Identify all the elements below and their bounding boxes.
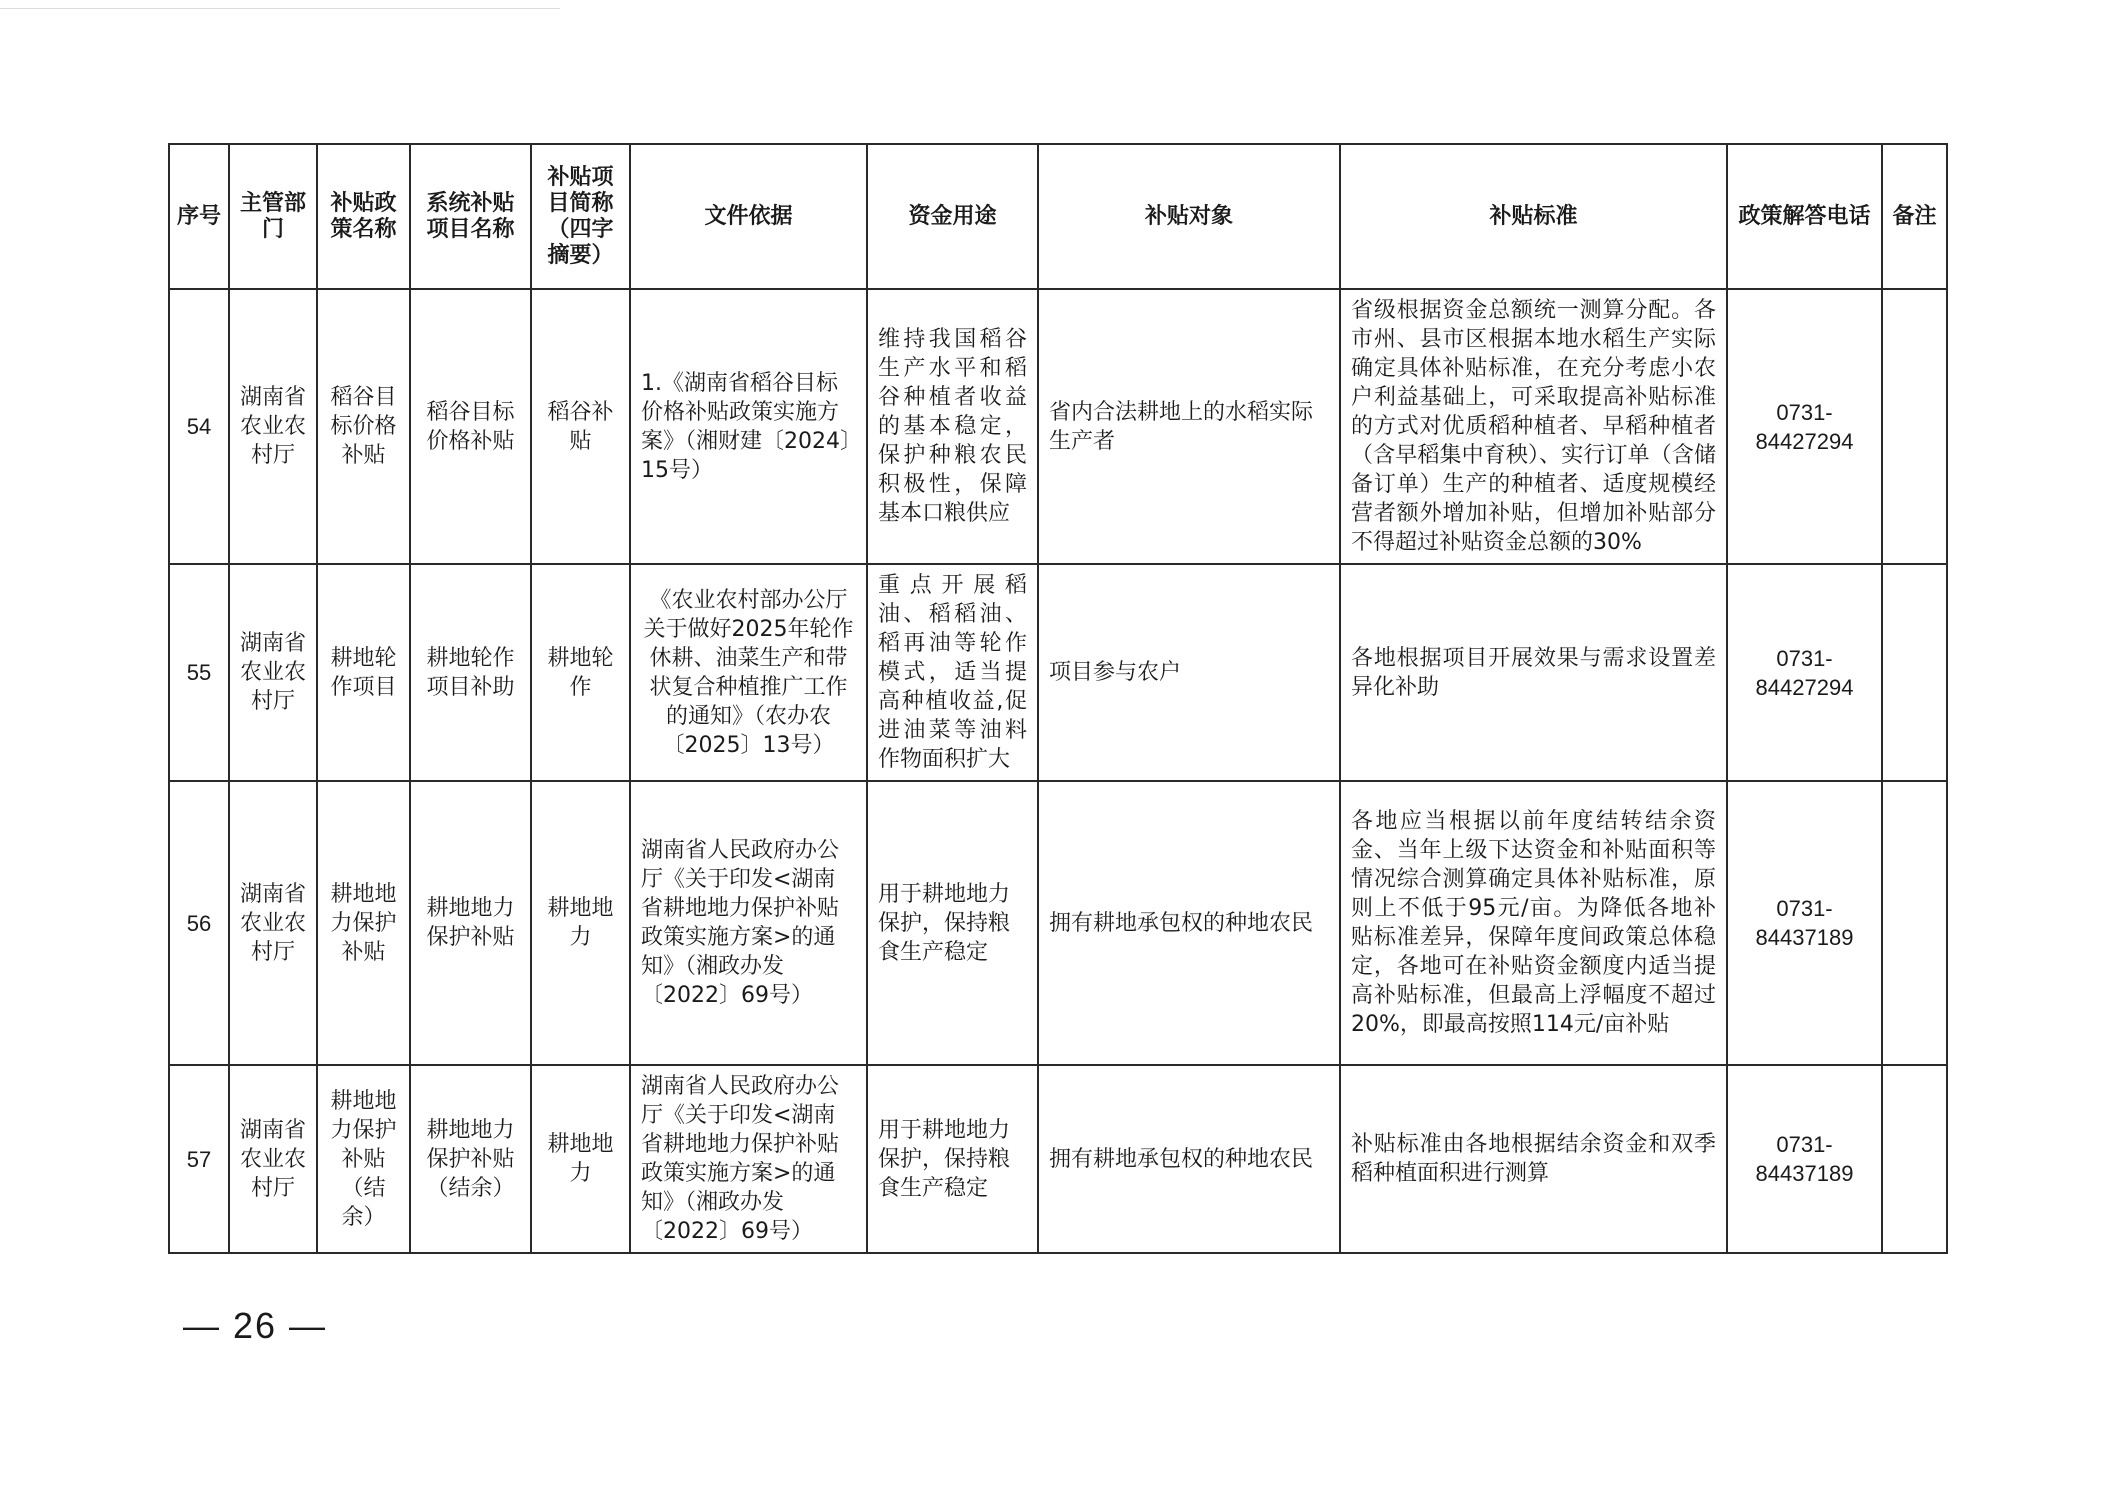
- header-dept: 主管部门: [229, 144, 317, 289]
- table-row: [169, 781, 1947, 1065]
- cell-seq: 55: [169, 564, 229, 781]
- cell-short: 耕地地力: [531, 781, 630, 1065]
- page-top-rule: [0, 8, 560, 9]
- header-project: 系统补贴项目名称: [410, 144, 531, 289]
- cell-basis: 湖南省人民政府办公厅《关于印发<湖南省耕地地力保护补贴政策实施方案>的通知》（湘政办发〔2022〕69号）: [630, 781, 867, 1065]
- cell-note: [1882, 289, 1947, 564]
- table-header-row: [169, 144, 1947, 289]
- cell-dept: 湖南省农业农村厅: [229, 781, 317, 1065]
- table-row: [169, 289, 1947, 564]
- header-note: 备注: [1882, 144, 1947, 289]
- header-tel: 政策解答电话: [1727, 144, 1882, 289]
- header-standard: 补贴标准: [1340, 144, 1727, 289]
- cell-tel: 0731-84437189: [1727, 1065, 1882, 1253]
- table-row: [169, 564, 1947, 781]
- cell-project: 耕地地力保护补贴: [410, 781, 531, 1065]
- cell-basis: 1.《湖南省稻谷目标价格补贴政策实施方案》（湘财建〔2024〕15号）: [630, 289, 867, 564]
- cell-short: 稻谷补贴: [531, 289, 630, 564]
- cell-target: 省内合法耕地上的水稻实际生产者: [1038, 289, 1340, 564]
- cell-use: 维持我国稻谷生产水平和稻谷种植者收益的基本稳定，保护种粮农民积极性，保障基本口粮供应: [867, 289, 1038, 564]
- cell-use: 用于耕地地力保护，保持粮食生产稳定: [867, 781, 1038, 1065]
- cell-seq: 56: [169, 781, 229, 1065]
- cell-note: [1882, 564, 1947, 781]
- cell-standard: 补贴标准由各地根据结余资金和双季稻种植面积进行测算: [1340, 1065, 1727, 1253]
- cell-standard: 省级根据资金总额统一测算分配。各市州、县市区根据本地水稻生产实际确定具体补贴标准，在充分考虑小农户利益基础上，可采取提高补贴标准的方式对优质稻种植者、早稻种植者（含早稻集中育秧）、实行订单（含储备订单）生产的种植者、适度规模经营者额外增加补贴，但增加补贴部分不得超过补贴资金总额的30%: [1340, 289, 1727, 564]
- cell-standard: 各地根据项目开展效果与需求设置差异化补助: [1340, 564, 1727, 781]
- cell-target: 项目参与农户: [1038, 564, 1340, 781]
- header-short: 补贴项目简称（四字摘要）: [531, 144, 630, 289]
- cell-target: 拥有耕地承包权的种地农民: [1038, 781, 1340, 1065]
- cell-dept: 湖南省农业农村厅: [229, 289, 317, 564]
- cell-policy: 耕地地力保护补贴（结余）: [317, 1065, 410, 1253]
- cell-note: [1882, 781, 1947, 1065]
- cell-tel: 0731-84427294: [1727, 564, 1882, 781]
- cell-project: 耕地轮作项目补助: [410, 564, 531, 781]
- table-row: [169, 1065, 1947, 1253]
- cell-standard: 各地应当根据以前年度结转结余资金、当年上级下达资金和补贴面积等情况综合测算确定具体补贴标准，原则上不低于95元/亩。为降低各地补贴标准差异，保障年度间政策总体稳定，各地可在补贴资金额度内适当提高补贴标准，但最高上浮幅度不超过20%，即最高按照114元/亩补贴: [1340, 781, 1727, 1065]
- cell-use: 用于耕地地力保护，保持粮食生产稳定: [867, 1065, 1038, 1253]
- cell-seq: 54: [169, 289, 229, 564]
- cell-seq: 57: [169, 1065, 229, 1253]
- cell-policy: 稻谷目标价格补贴: [317, 289, 410, 564]
- cell-dept: 湖南省农业农村厅: [229, 564, 317, 781]
- page-number: — 26 —: [183, 1305, 328, 1346]
- cell-short: 耕地地力: [531, 1065, 630, 1253]
- cell-dept: 湖南省农业农村厅: [229, 1065, 317, 1253]
- cell-project: 耕地地力保护补贴（结余）: [410, 1065, 531, 1253]
- header-target: 补贴对象: [1038, 144, 1340, 289]
- cell-short: 耕地轮作: [531, 564, 630, 781]
- cell-use: 重点开展稻油、稻稻油、稻再油等轮作模式，适当提高种植收益,促进油菜等油料作物面积扩大: [867, 564, 1038, 781]
- cell-target: 拥有耕地承包权的种地农民: [1038, 1065, 1340, 1253]
- header-use: 资金用途: [867, 144, 1038, 289]
- cell-project: 稻谷目标价格补贴: [410, 289, 531, 564]
- cell-tel: 0731-84437189: [1727, 781, 1882, 1065]
- header-policy: 补贴政策名称: [317, 144, 410, 289]
- header-seq: 序号: [169, 144, 229, 289]
- cell-tel: 0731-84427294: [1727, 289, 1882, 564]
- subsidy-policy-table: [168, 143, 1948, 1254]
- cell-policy: 耕地轮作项目: [317, 564, 410, 781]
- cell-policy: 耕地地力保护补贴: [317, 781, 410, 1065]
- header-basis: 文件依据: [630, 144, 867, 289]
- cell-basis: 《农业农村部办公厅关于做好2025年轮作休耕、油菜生产和带状复合种植推广工作的通知》（农办农〔2025〕13号）: [630, 564, 867, 781]
- cell-basis: 湖南省人民政府办公厅《关于印发<湖南省耕地地力保护补贴政策实施方案>的通知》（湘政办发〔2022〕69号）: [630, 1065, 867, 1253]
- cell-note: [1882, 1065, 1947, 1253]
